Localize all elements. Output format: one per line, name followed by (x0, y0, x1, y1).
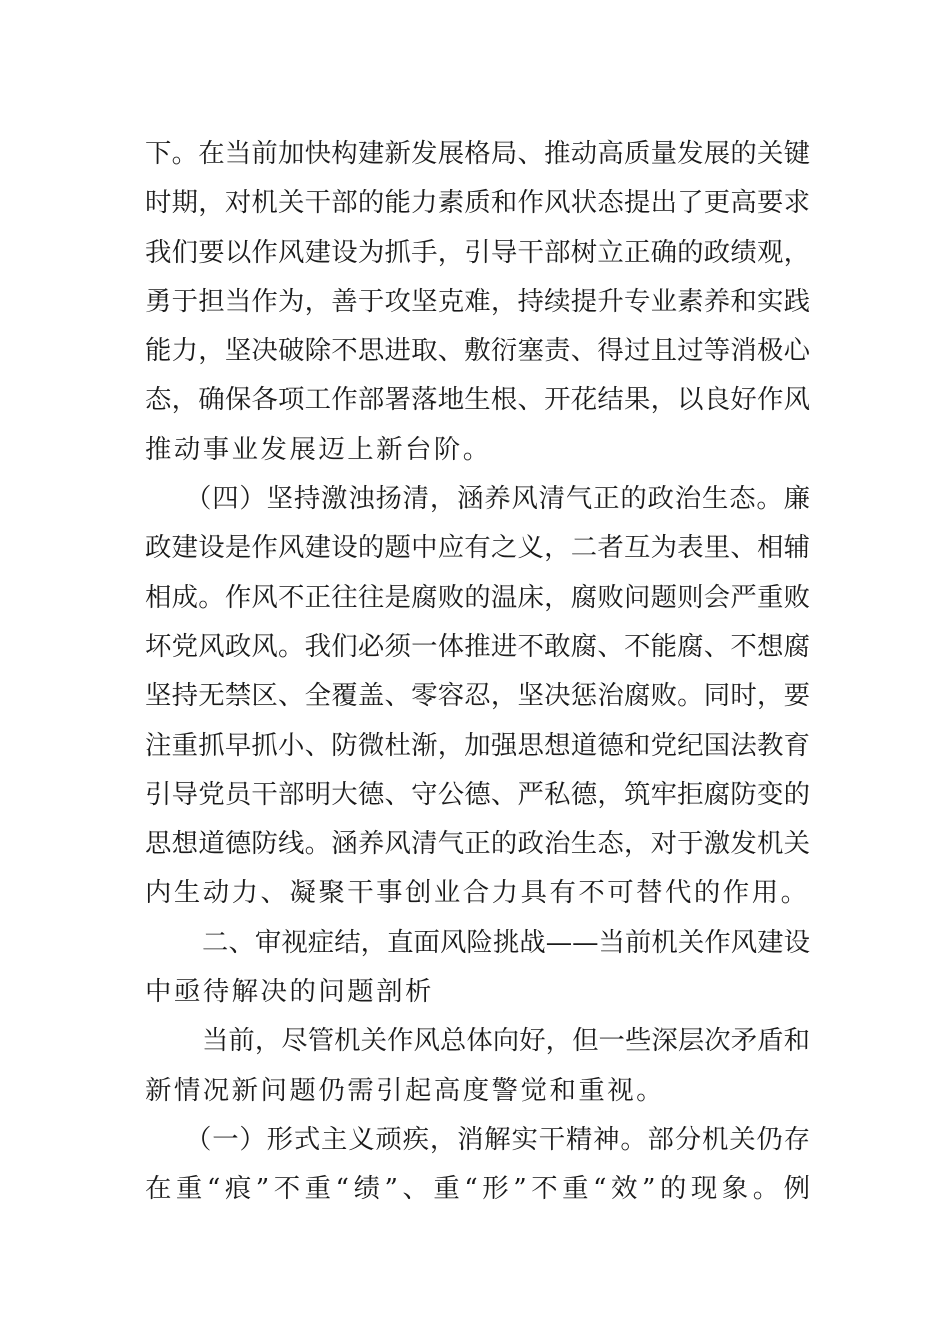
text-line: （一）形式主义顽疾，消解实干精神。部分机关仍存 (185, 1123, 810, 1155)
text-line: 内生动力、凝聚干事创业合力具有不可替代的作用。 (145, 877, 810, 909)
text-line: （四）坚持激浊扬清，涵养风清气正的政治生态。廉 (185, 483, 810, 515)
text-line: 坚持无禁区、全覆盖、零容忍，坚决惩治腐败。同时，要 (145, 680, 810, 712)
text-line: 引导党员干部明大德、守公德、严私德，筑牢拒腐防变的 (145, 778, 810, 810)
text-line: 政建设是作风建设的题中应有之义，二者互为表里、相辅 (145, 532, 810, 564)
text-line: 推动事业发展迈上新台阶。 (145, 433, 492, 465)
text-line: 时期，对机关干部的能力素质和作风状态提出了更高要求 (145, 187, 810, 219)
text-line: 思想道德防线。涵养风清气正的政治生态，对于激发机关 (145, 828, 810, 860)
text-line: 勇于担当作为，善于攻坚克难，持续提升专业素养和实践 (145, 285, 810, 317)
text-line: 注重抓早抓小、防微杜渐，加强思想道德和党纪国法教育 (145, 729, 810, 761)
text-line: 相成。作风不正往往是腐败的温床，腐败问题则会严重败 (145, 581, 810, 613)
text-line: 坏党风政风。我们必须一体推进不敢腐、不能腐、不想腐 (145, 630, 810, 662)
text-line: 当前，尽管机关作风总体向好，但一些深层次矛盾和 (202, 1025, 810, 1057)
text-line: 我们要以作风建设为抓手，引导干部树立正确的政绩观， (145, 236, 810, 268)
text-line: 能力，坚决破除不思进取、敷衍塞责、得过且过等消极心 (145, 335, 810, 367)
text-line: 下。在当前加快构建新发展格局、推动高质量发展的关键 (145, 138, 810, 169)
document-body (145, 129, 810, 1214)
section-heading-line: 中亟待解决的问题剖析 (145, 976, 434, 1008)
section-heading-line: 二、审视症结，直面风险挑战——当前机关作风建设 (202, 926, 810, 958)
text-line: 新情况新问题仍需引起高度警觉和重视。 (145, 1074, 666, 1106)
text-line: 态，确保各项工作部署落地生根、开花结果，以良好作风 (145, 384, 810, 416)
text-line: 在重“痕”不重“绩”、重“形”不重“效”的现象。例 (145, 1173, 810, 1205)
